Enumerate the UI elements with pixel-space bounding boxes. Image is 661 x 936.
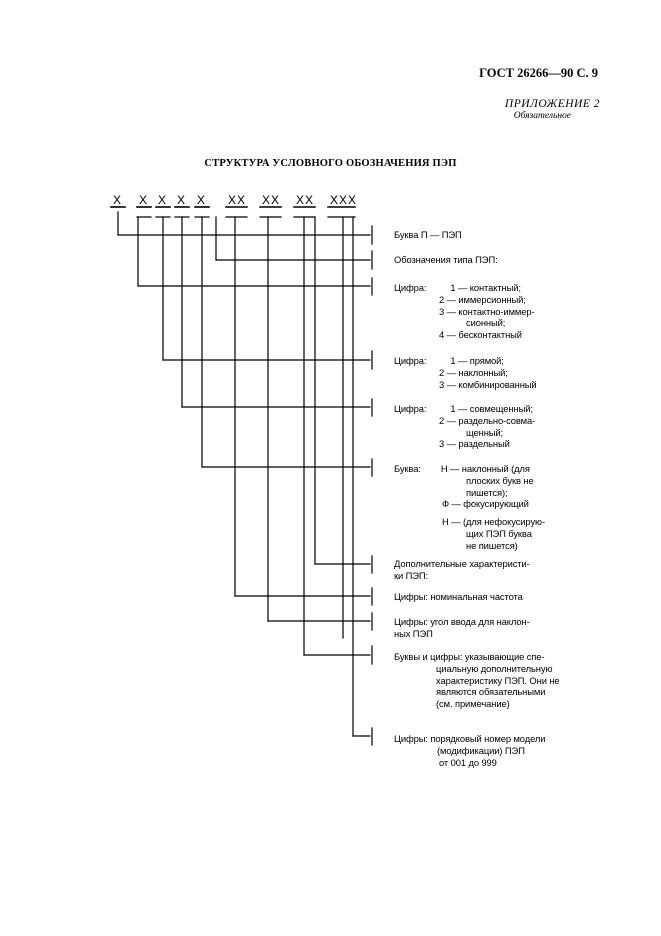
label-beam-direction: Цифра: 1 — прямой; 2 — наклонный; 3 — комбинированный [394, 355, 537, 390]
label-additional-characteristics: Дополнительные характеристи- ки ПЭП: [394, 558, 530, 581]
mandatory-label: Обязательное [513, 111, 571, 121]
label-element-arrangement: Цифра: 1 — совмещенный; 2 — раздельно-совма- щенный; 3 — раздельный [394, 403, 536, 450]
code-pair-3: ХХ [296, 193, 315, 207]
appendix-label: ПРИЛОЖЕНИЕ 2 [504, 98, 600, 110]
label-nominal-frequency: Цифры: номинальная частота [394, 591, 523, 602]
page-header: ГОСТ 26266—90 С. 9 [479, 66, 598, 80]
code-pair-2: ХХ [262, 193, 281, 207]
label-contact-type: Цифра: 1 — контактный; 2 — иммерсионный; 3 — контактно-иммер- сионный; 4 — бесконтактный [394, 282, 535, 341]
page-title: СТРУКТУРА УСЛОВНОГО ОБОЗНАЧЕНИЯ ПЭП [204, 158, 457, 169]
vertical-leaders [118, 212, 353, 736]
code-char-5: Х [197, 193, 207, 207]
horizontal-leaders [118, 235, 370, 736]
code-triple: ХХХ [330, 193, 358, 207]
label-model-number: Цифры: порядковый номер модели (модификации) ПЭП от 001 до 999 [394, 733, 546, 768]
label-letter-p: Буква П — ПЭП [394, 229, 462, 240]
code-char-2: Х [139, 193, 149, 207]
code-char-4: Х [177, 193, 187, 207]
code-char-3: Х [158, 193, 168, 207]
label-input-angle: Цифры: угол ввода для наклон- ных ПЭП [394, 616, 530, 639]
label-focusing: Буква: Н — наклонный (для плоских букв не пишется); Ф — фокусирующий Н — (для нефокусирую- щих ПЭП буква не пишется) [394, 463, 545, 551]
label-type-designations: Обозначения типа ПЭП: [394, 254, 498, 265]
label-special-characteristic: Буквы и цифры: указывающие спе- циальную дополнительную характеристику ПЭП. Они не являются обязательными (см. примечание) [394, 651, 560, 710]
code-pair-1: ХХ [228, 193, 247, 207]
code-char-1: Х [113, 193, 123, 207]
